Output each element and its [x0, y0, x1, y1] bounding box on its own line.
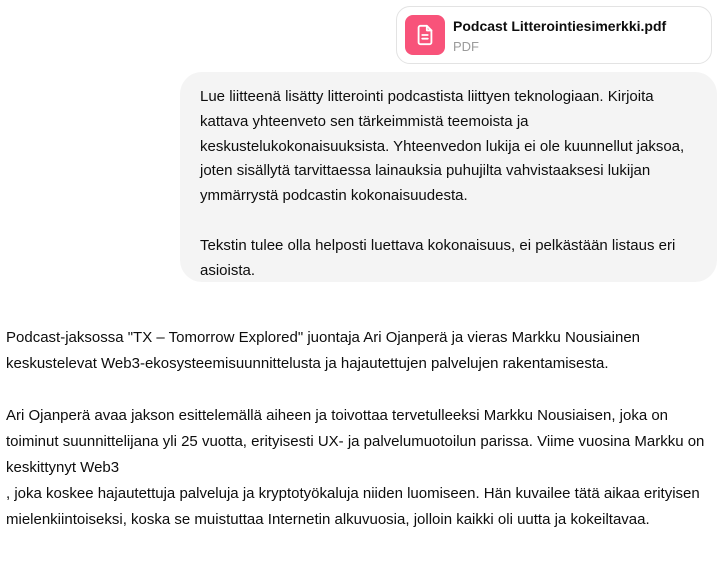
attachment-file-name: Podcast Litterointiesimerkki.pdf: [453, 18, 667, 34]
user-message-paragraph: Tekstin tulee olla helposti luettava kokonaisuus, ei pelkästään listaus eri asioista.: [200, 236, 676, 279]
assistant-message-paragraph: Ari Ojanperä avaa jakson esittelemällä aiheen ja toivottaa tervetulleeksi Markku Nousiaisen, joka on toiminut suunnittelijana yli 25 vuotta, erityisesti UX- ja palvelumuotoilun parissa. Viime vuosina Markku on keskittynyt Web3: [6, 407, 705, 476]
attachment-file-type: PDF: [453, 39, 479, 54]
assistant-message-paragraph: , joka koskee hajautettuja palveluja ja kryptotyökaluja niiden luomiseen. Hän kuvailee tätä aikaa erityisen mielenkiintoiseksi, koska se muistuttaa Internetin alkuvuosia, jolloin kaikki oli uutta ja kokeiltavaa.: [6, 485, 700, 528]
assistant-message: [6, 325, 718, 559]
document-icon: [405, 15, 445, 55]
attachment-card[interactable]: [396, 6, 712, 64]
user-message-paragraph: Lue liitteenä lisätty litterointi podcastista liittyen teknologiaan. Kirjoita kattava yhteenveto sen tärkeimmistä teemoista ja keskustelukokonaisuuksista. Yhteenvedon lukija ei ole kuunnellut jaksoa, joten sisällytä tarvittaessa lainauksia puhujilta vahvistaaksesi lukijan ymmärrystä podcastin kokonaisuudesta.: [200, 88, 685, 205]
assistant-message-paragraph: Podcast-jaksossa "TX – Tomorrow Explored" juontaja Ari Ojanperä ja vieras Markku Nousiainen keskustelevat Web3-ekosysteemisuunnittelusta ja hajautettujen palvelujen rakentamisesta.: [6, 329, 640, 372]
user-message-bubble: [180, 72, 717, 282]
